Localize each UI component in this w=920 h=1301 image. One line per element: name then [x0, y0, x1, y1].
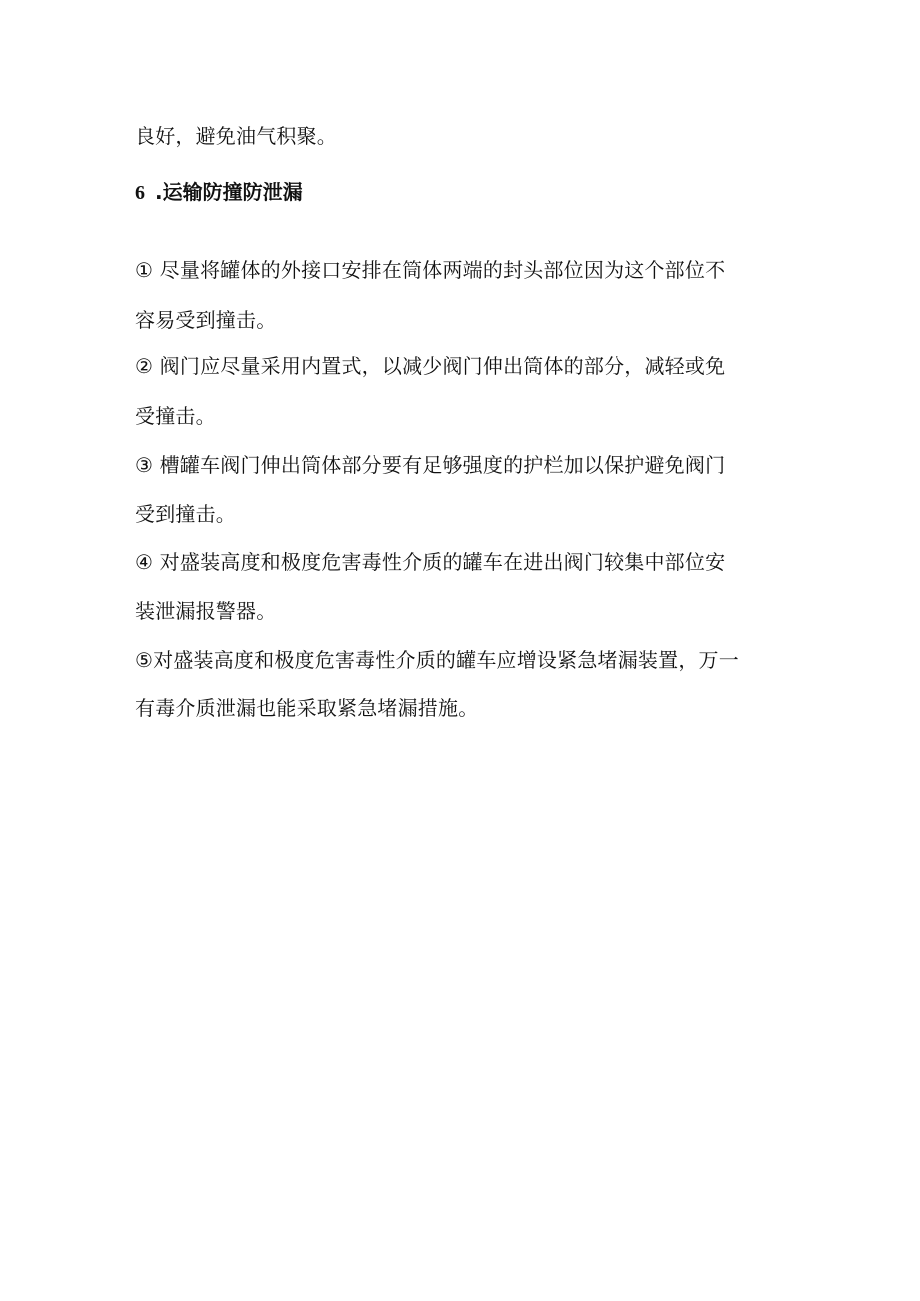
item-4-line-2: 装泄漏报警器。 — [135, 599, 277, 623]
item-1-line-2: 容易受到撞击。 — [135, 308, 277, 332]
item-4-line-1: ④ 对盛装高度和极度危害毒性介质的罐车在进出阀门较集中部位安 — [135, 550, 726, 574]
section-heading — [135, 178, 303, 207]
item-2-line-2: 受撞击。 — [135, 404, 216, 428]
item-1-line-1: ① 尽量将罐体的外接口安排在筒体两端的封头部位因为这个部位不 — [135, 258, 726, 282]
item-3-line-1: ③ 槽罐车阀门伸出筒体部分要有足够强度的护栏加以保护避免阀门 — [135, 453, 726, 477]
item-3-line-2: 受到撞击。 — [135, 502, 236, 526]
item-5-line-2: 有毒介质泄漏也能采取紧急堵漏措施。 — [135, 696, 479, 720]
intro-line: 良好，避免油气积聚。 — [135, 124, 337, 148]
item-5-line-1: ⑤对盛装高度和极度危害毒性介质的罐车应增设紧急堵漏装置，万一 — [135, 648, 739, 672]
section-title: .运输防撞防泄漏 — [155, 180, 303, 204]
item-2-line-1: ② 阀门应尽量采用内置式，以减少阀门伸出筒体的部分，减轻或免 — [135, 354, 726, 378]
section-number: 6 — [135, 182, 145, 204]
